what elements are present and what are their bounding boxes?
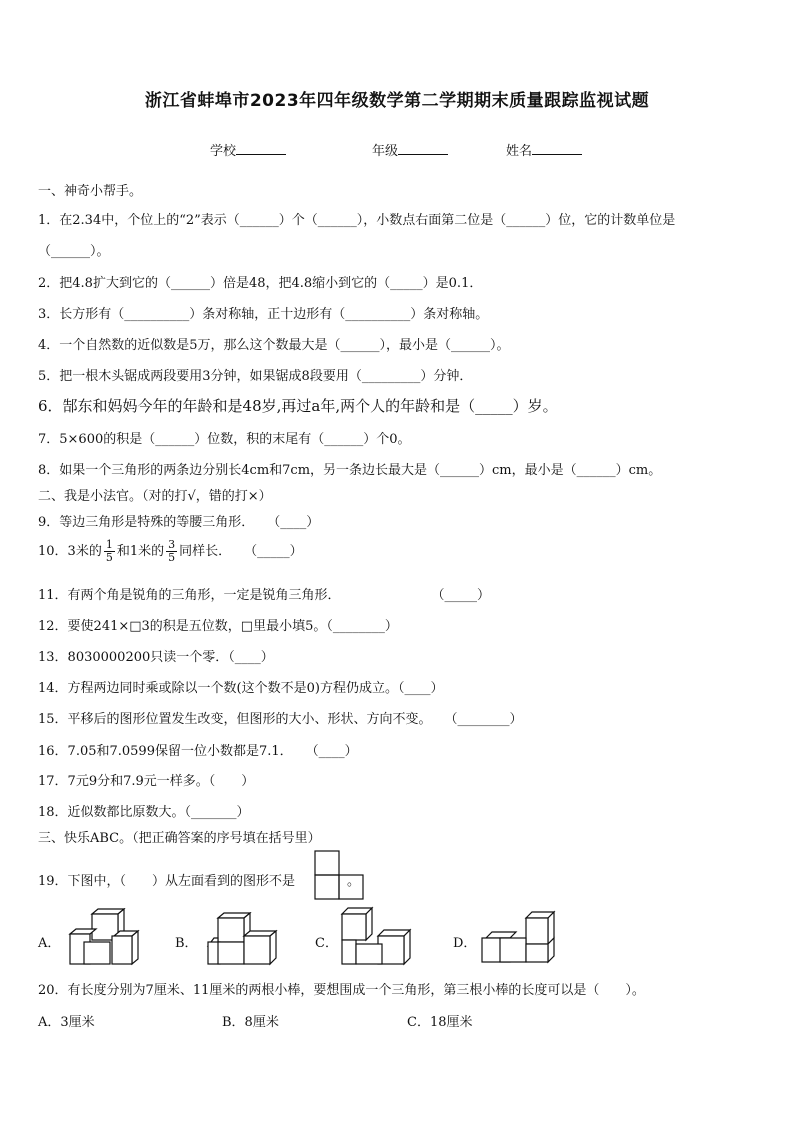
question-12: 12．要使241×□3的积是五位数，□里最小填5。（________） [38,619,398,634]
fraction-one-fifth [104,539,115,564]
name-label: 姓名 [506,144,533,159]
name-blank[interactable] [532,142,582,155]
question-19-text: 19．下图中，（ ）从左面看到的图形不是 [38,874,296,889]
question-20: 20．有长度分别为7厘米、11厘米的两根小棒，要想围成一个三角形，第三根小棒的长度可以是（ ）。 [38,983,645,998]
question-10-part-a: 10．3米的 [38,544,102,559]
q20-option-b: B．8厘米 [222,1015,279,1030]
cube-figure-b [204,912,280,968]
q20-option-c: C．18厘米 [407,1015,473,1030]
question-5: 5．把一根木头锯成两段要用3分钟，如果锯成8段要用（_________）分钟． [38,369,473,384]
question-10-part-c: 同样长． （_____） [179,544,303,559]
q19-option-d-label: D． [453,936,477,951]
q19-option-c-label: C． [315,936,338,951]
question-18: 18．近似数都比原数大。（_______） [38,805,250,820]
question-10-part-b: 和1米的 [116,544,165,559]
question-8: 8．如果一个三角形的两条边分别长4cm和7cm，另一条边长最大是（______）cm，最小是（______）cm。 [38,463,662,478]
school-field [210,140,286,159]
section1-title: 一、神奇小帮手。 [38,184,143,199]
left-view-figure [314,850,364,902]
question-14: 14．方程两边同时乘或除以一个数(这个数不是0)方程仍成立。（____） [38,681,444,696]
fraction-denominator: 5 [105,551,113,564]
school-blank[interactable] [236,142,286,155]
page-title: 浙江省蚌埠市2023年四年级数学第二学期期末质量跟踪监视试题 [144,91,650,111]
question-17: 17．7元9分和7.9元一样多。（ ） [38,774,255,789]
question-2: 2．把4.8扩大到它的（______）倍是48，把4.8缩小到它的（_____）是0.1． [38,276,483,291]
fraction-denominator: 5 [168,551,176,564]
q19-option-b-label: B． [175,936,198,951]
question-10 [38,539,303,564]
question-4: 4．一个自然数的近似数是5万，那么这个数最大是（______），最小是（______）。 [38,338,510,353]
question-19 [38,870,360,889]
q20-option-a: A．3厘米 [38,1015,95,1030]
fraction-three-fifths [166,539,177,564]
q19-option-a-label: A． [38,936,61,951]
question-13: 13．8030000200只读一个零．（____） [38,650,274,665]
question-9: 9．等边三角形是特殊的等腰三角形． （____） [38,515,320,530]
section2-title: 二、我是小法官。（对的打√，错的打×） [38,489,272,504]
fraction-numerator: 3 [168,538,176,551]
question-1-line1: 1．在2.34中，个位上的“2”表示（______）个（______），小数点右面第二位是（______）位，它的计数单位是 [38,213,676,228]
cube-figure-a [66,908,142,968]
question-19-end: 。 [347,874,361,889]
grade-field [372,140,448,159]
question-15: 15．平移后的图形位置发生改变，但图形的大小、形状、方向不变。 （________） [38,712,523,727]
school-label: 学校 [210,144,237,159]
name-field [506,140,582,159]
question-1-line2: （______）。 [38,244,110,259]
fraction-numerator: 1 [105,538,113,551]
cube-figure-c [338,906,414,968]
grade-blank[interactable] [398,142,448,155]
question-16: 16．7.05和7.0599保留一位小数都是7.1． （____） [38,744,358,759]
grade-label: 年级 [372,144,399,159]
question-7: 7．5×600的积是（______）位数，积的末尾有（______）个0。 [38,432,411,447]
question-11: 11．有两个角是锐角的三角形，一定是锐角三角形． （_____） [38,588,491,603]
cube-figure-d [478,908,558,968]
question-6: 6．郜东和妈妈今年的年龄和是48岁,再过a年,两个人的年龄和是（_____）岁。 [38,397,558,415]
question-3: 3．长方形有（__________）条对称轴，正十边形有（__________）条对称轴。 [38,307,489,322]
section3-title: 三、快乐ABC。（把正确答案的序号填在括号里） [38,831,321,846]
